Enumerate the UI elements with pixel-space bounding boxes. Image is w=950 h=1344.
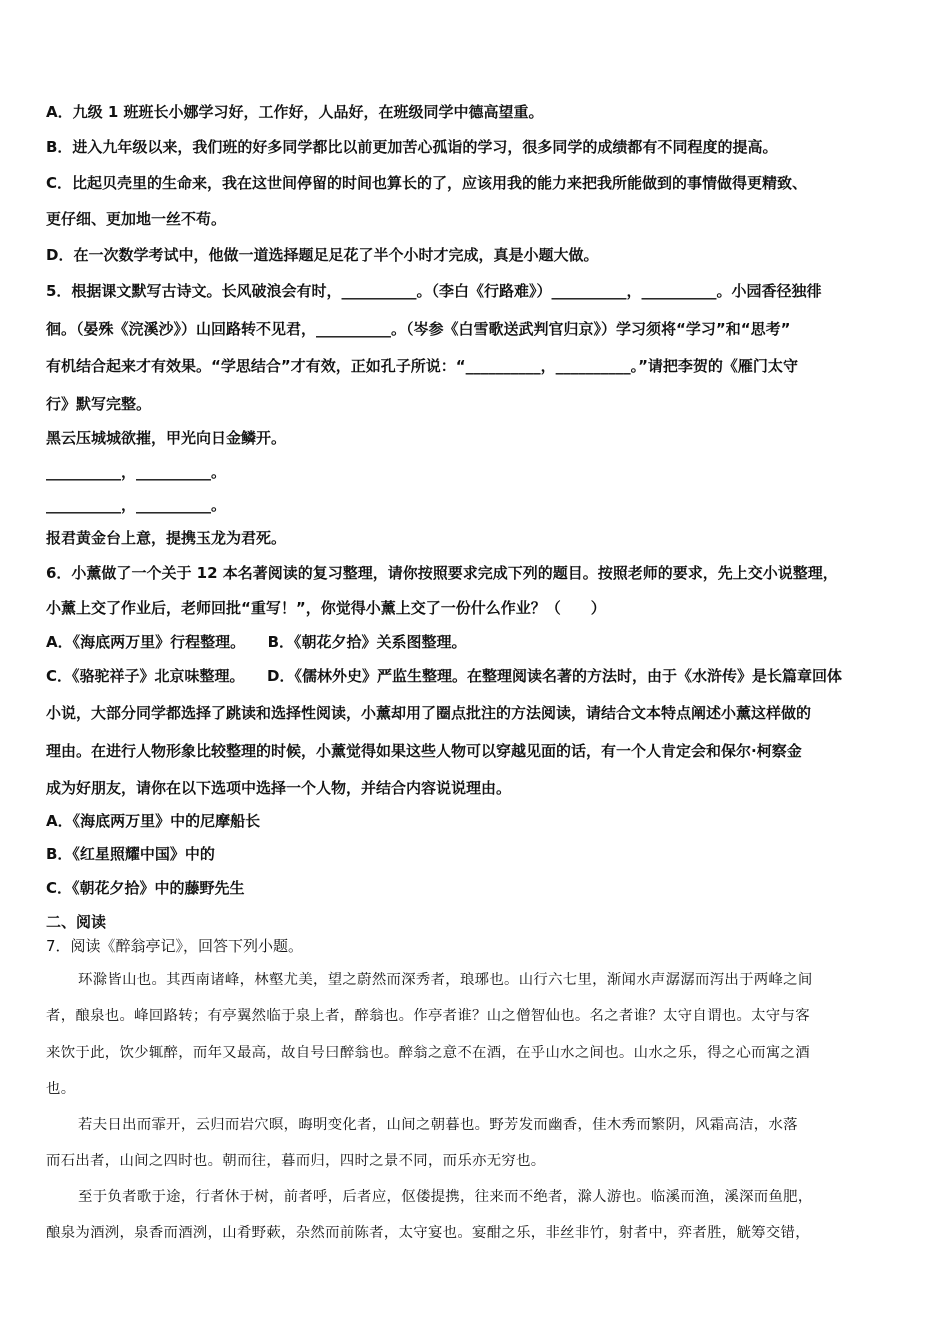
poem-line1: 黑云压城城欲摧，甲光向日金鳞开。 <box>46 429 287 447</box>
q6-options-cd: C．《骆驼祥子》北京味整理。 D．《儒林外史》严监生整理。在整理阅读名著的方法时，由于《水浒传》是长篇章回体 <box>46 667 842 685</box>
q4-option-a: A．九级 1 班班长小娜学习好，工作好，人品好，在班级同学中德高望重。 <box>46 103 544 121</box>
q5-line2: 徊。（晏殊《浣溪沙》）山回路转不见君，__________。（岑参《白雪歌送武判官归京》）学习须将“学习”和“思考” <box>46 320 791 338</box>
passage-p1-line2: 者，酿泉也。峰回路转；有亭翼然临于泉上者，醉翁也。作亭者谁？山之僧智仙也。名之者谁？太守自谓也。太守与客 <box>46 1008 810 1024</box>
poem-line3-blanks: __________，__________。 <box>46 496 227 514</box>
q7-prompt: 7．阅读《醉翁亭记》，回答下列小题。 <box>46 937 304 955</box>
q5-line4: 行》默写完整。 <box>46 395 152 413</box>
section-heading: 二、阅读 <box>46 913 107 931</box>
q6-choice-c: C．《朝花夕拾》中的藤野先生 <box>46 879 245 897</box>
q5-line1: 5．根据课文默写古诗文。长风破浪会有时，__________。（李白《行路难》）__________，__________。小园香径独徘 <box>46 282 822 300</box>
passage-p1-line3: 来饮于此，饮少辄醉，而年又最高，故自号曰醉翁也。醉翁之意不在酒，在乎山水之间也。山水之乐，得之心而寓之酒 <box>46 1045 810 1061</box>
q4-option-b: B．进入九年级以来，我们班的好多同学都比以前更加苦心孤诣的学习，很多同学的成绩都有不同程度的提高。 <box>46 138 778 156</box>
q5-line3: 有机结合起来才有效果。“学思结合”才有效，正如孔子所说：“__________，__________。”请把李贺的《雁门太守 <box>46 357 798 375</box>
q6-paragraph-line2: 小说，大部分同学都选择了跳读和选择性阅读，小薰却用了圈点批注的方法阅读，请结合文本特点阐述小薰这样做的 <box>46 704 812 722</box>
q6-options-ab: A．《海底两万里》行程整理。 B．《朝花夕拾》关系图整理。 <box>46 633 467 651</box>
q6-paragraph-line4: 成为好朋友，请你在以下选项中选择一个人物，并结合内容说说理由。 <box>46 779 512 797</box>
passage-p2-line1: 若夫日出而霏开，云归而岩穴暝，晦明变化者，山间之朝暮也。野芳发而幽香，佳木秀而繁阴，风霜高洁，水落 <box>78 1117 798 1133</box>
q4-option-c-line1: C．比起贝壳里的生命来，我在这世间停留的时间也算长的了，应该用我的能力来把我所能做到的事情做得更精致、 <box>46 174 808 192</box>
poem-line4: 报君黄金台上意，提携玉龙为君死。 <box>46 529 287 547</box>
passage-p3-line1: 至于负者歌于途，行者休于树，前者呼，后者应，伛偻提携，往来而不绝者，滁人游也。临溪而渔，溪深而鱼肥， <box>78 1189 813 1205</box>
poem-line2-blanks: __________，__________。 <box>46 463 227 481</box>
q6-line2: 小薰上交了作业后，老师回批“重写！”，你觉得小薰上交了一份什么作业？（ ） <box>46 599 606 617</box>
q6-choice-b: B．《红星照耀中国》中的 <box>46 845 215 863</box>
q6-line1: 6．小薰做了一个关于 12 本名著阅读的复习整理，请你按照要求完成下列的题目。按照老师的要求，先上交小说整理， <box>46 564 838 582</box>
q4-option-d: D．在一次数学考试中，他做一道选择题足足花了半个小时才完成，真是小题大做。 <box>46 246 599 264</box>
passage-p3-line2: 酿泉为酒洌，泉香而酒洌，山肴野蔌，杂然而前陈者，太守宴也。宴酣之乐，非丝非竹，射者中，弈者胜，觥筹交错， <box>46 1225 810 1241</box>
q6-paragraph-line3: 理由。在进行人物形象比较整理的时候，小薰觉得如果这些人物可以穿越见面的话，有一个人肯定会和保尔·柯察金 <box>46 742 802 760</box>
q4-option-c-line2: 更仔细、更加地一丝不苟。 <box>46 210 227 228</box>
q6-choice-a: A．《海底两万里》中的尼摩船长 <box>46 812 261 830</box>
passage-p1-line4: 也。 <box>46 1081 76 1097</box>
passage-p2-line2: 而石出者，山间之四时也。朝而往，暮而归，四时之景不同，而乐亦无穷也。 <box>46 1153 546 1169</box>
passage-p1-line1: 环滁皆山也。其西南诸峰，林壑尤美，望之蔚然而深秀者，琅琊也。山行六七里，渐闻水声潺潺而泻出于两峰之间 <box>78 972 813 988</box>
